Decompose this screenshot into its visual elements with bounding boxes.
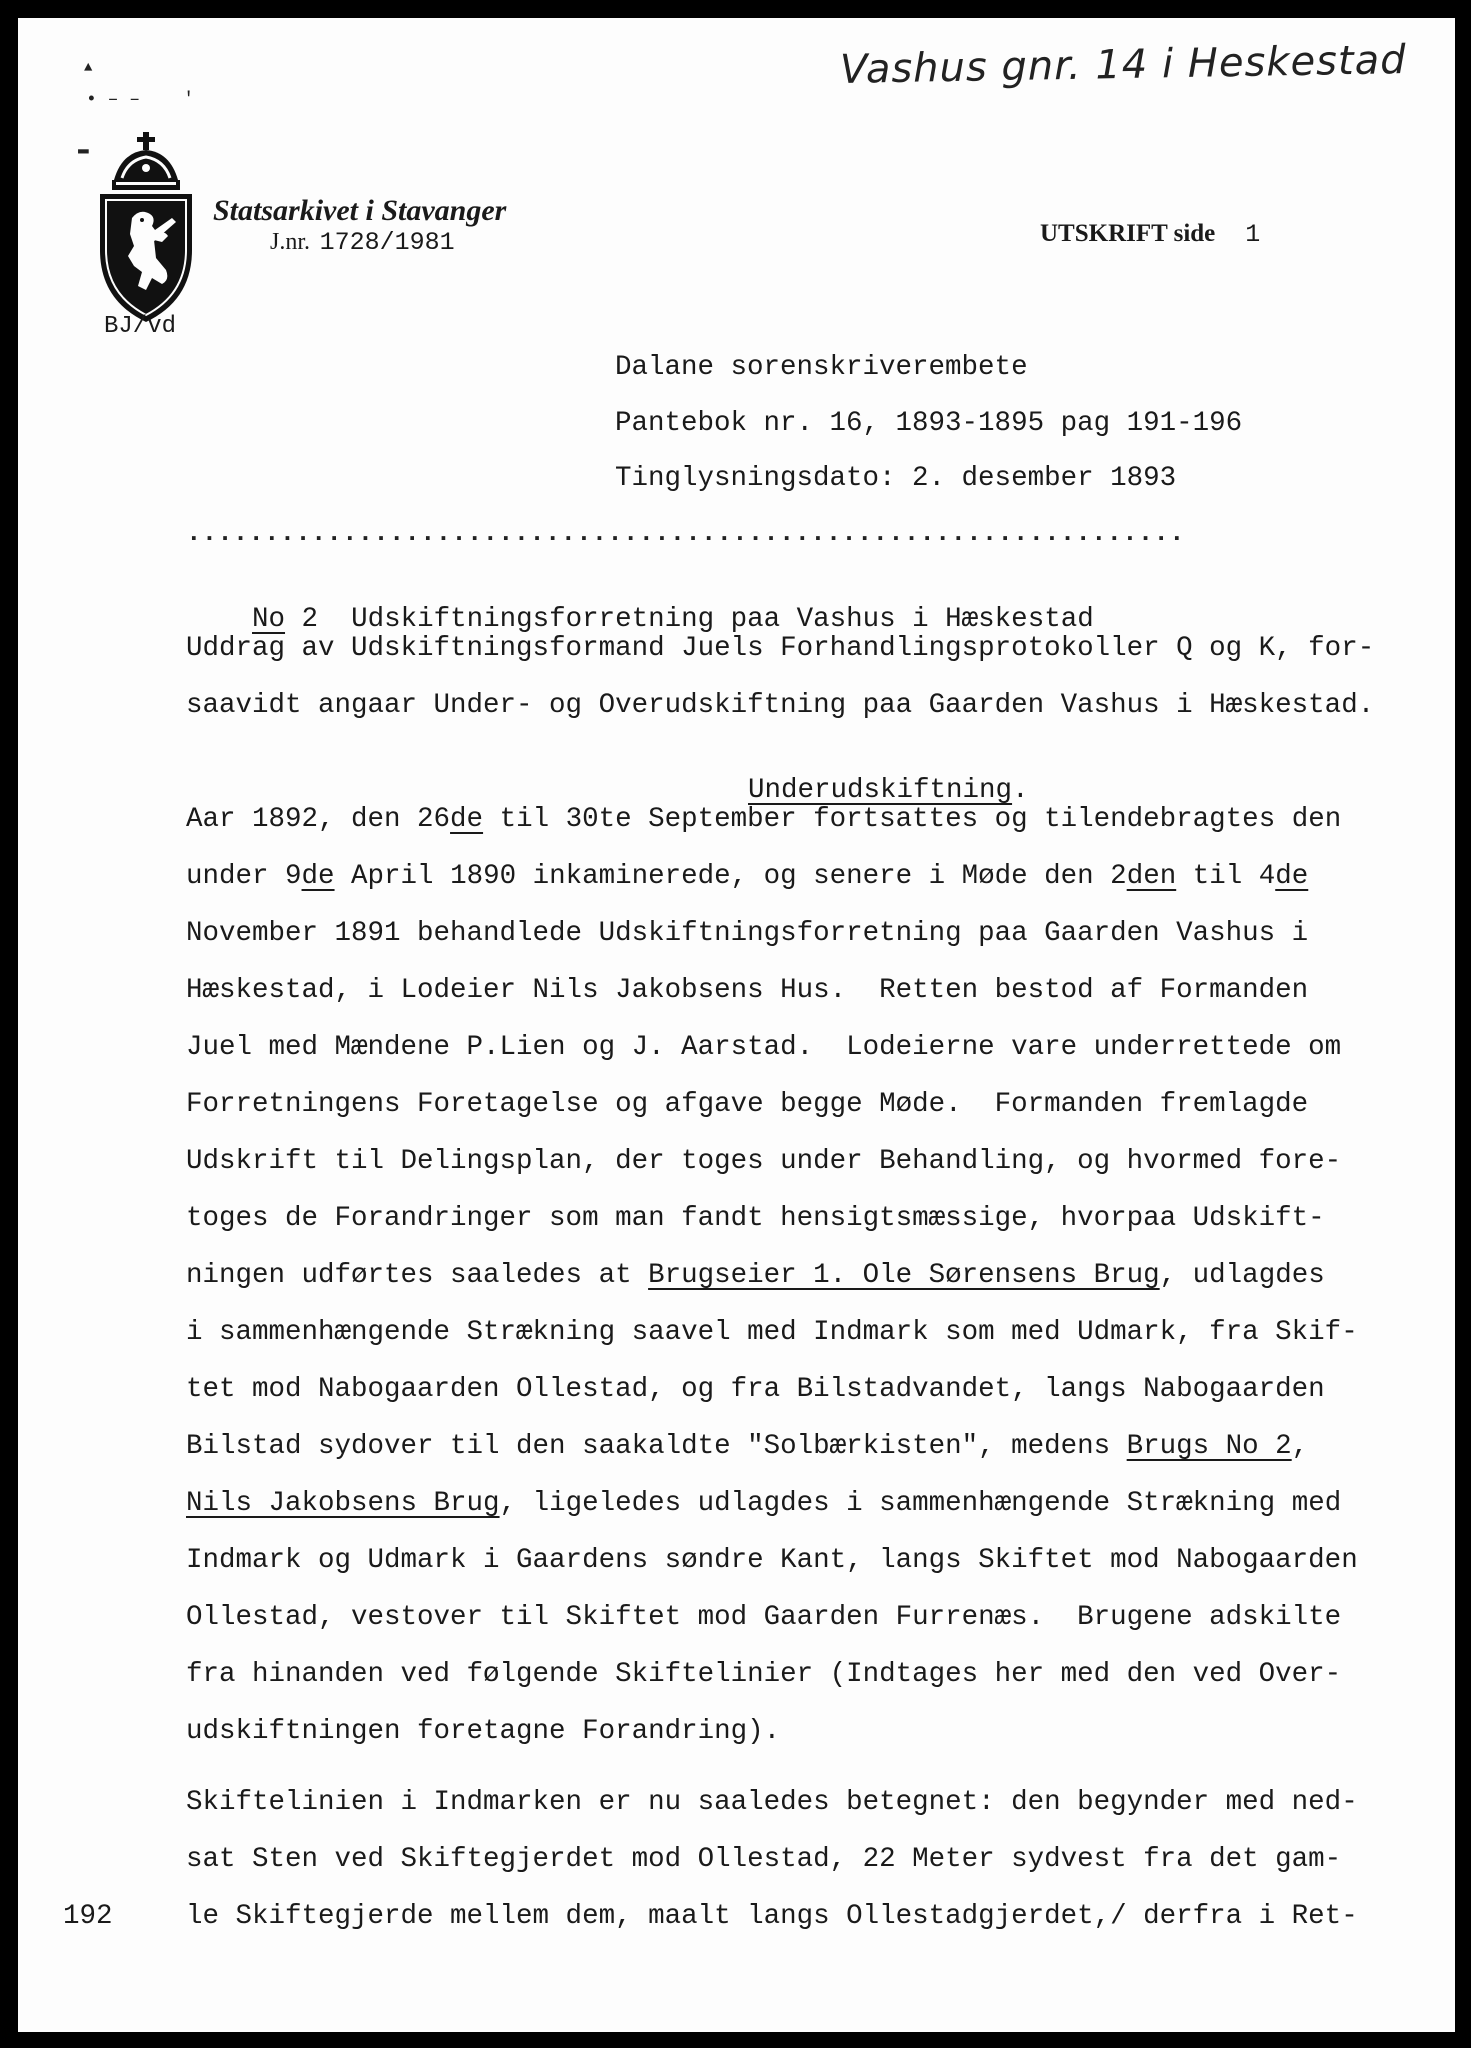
text-run: Aar 1892, den 26 bbox=[186, 804, 451, 835]
office-name: Dalane sorenskriverembete bbox=[615, 352, 1028, 383]
entry-line-2: saavidt angaar Under- og Overudskiftning paa Gaarden Vashus i Hæskestad. bbox=[186, 690, 1375, 721]
paragraph-line: Hæskestad, i Lodeier Nils Jakobsens Hus. Retten bestod af Formanden bbox=[186, 975, 1309, 1006]
text-run: , bbox=[1291, 1431, 1309, 1462]
text-run: Brugs No 2 bbox=[1126, 1431, 1292, 1462]
margin-page-number: 192 bbox=[63, 1901, 113, 1932]
utskrift-text: UTSKRIFT side bbox=[1040, 220, 1216, 247]
text-run: Nils Jakobsens Brug bbox=[186, 1488, 500, 1519]
text-run: Bilstad sydover til den saakaldte "Solbærkisten", medens bbox=[186, 1431, 1127, 1462]
paragraph-line: toges de Forandringer som man fandt hensigtsmæssige, hvorpaa Udskift- bbox=[186, 1203, 1325, 1234]
paragraph-line: i sammenhængende Strækning saavel med Indmark som med Udmark, fra Skif- bbox=[186, 1317, 1358, 1348]
utskrift-label bbox=[1040, 220, 1260, 249]
scan-mark: • – – ' bbox=[86, 90, 195, 110]
pantebok-reference: Pantebok nr. 16, 1893-1895 pag 191-196 bbox=[615, 408, 1243, 439]
paragraph-line: Juel med Mændene P.Lien og J. Aarstad. Lodeierne vare underrettede om bbox=[186, 1032, 1342, 1063]
journal-number bbox=[270, 228, 455, 257]
scan-mark: ▲ bbox=[84, 60, 93, 76]
section-heading-text: Underudskiftning bbox=[748, 774, 1013, 806]
paragraph-line: Forretningens Foretagelse og afgave begge Møde. Formanden fremlagde bbox=[186, 1089, 1309, 1120]
tinglysning-date: Tinglysningsdato: 2. desember 1893 bbox=[615, 463, 1177, 494]
text-run: den bbox=[1126, 861, 1177, 892]
paragraph-line bbox=[186, 1262, 1325, 1290]
paragraph-line: sat Sten ved Skiftegjerdet mod Ollestad, 22 Meter sydvest fra det gam- bbox=[186, 1844, 1342, 1875]
text-run: April 1890 inkaminerede, og senere i Møde den 2 bbox=[334, 861, 1127, 892]
paragraph-line: November 1891 behandlede Udskiftningsforretning paa Gaarden Vashus i bbox=[186, 918, 1309, 949]
text-run: Brugseier 1. Ole Sørensens Brug bbox=[648, 1260, 1160, 1291]
paragraph-line: Udskrift til Delingsplan, der toges under Behandling, og hvormed fore- bbox=[186, 1146, 1342, 1177]
entry-title: Udskiftningsforretning paa Vashus i Hæskestad bbox=[351, 603, 1094, 635]
handwritten-note: Vashus gnr. 14 i Heskestad bbox=[839, 37, 1407, 93]
journal-value: 1728/1981 bbox=[319, 228, 455, 257]
paragraph-line: Skiftelinien i Indmarken er nu saaledes betegnet: den begynder med ned- bbox=[186, 1787, 1358, 1818]
entry-no-label: No bbox=[252, 603, 286, 635]
dotted-separator: ................................................................ bbox=[186, 518, 1185, 548]
text-run: de bbox=[450, 804, 484, 835]
text-run: de bbox=[301, 861, 335, 892]
entry-line-1: Uddrag av Udskiftningsformand Juels Forhandlingsprotokoller Q og K, for- bbox=[186, 633, 1375, 664]
paragraph-line: Indmark og Udmark i Gaardens søndre Kant, langs Skiftet mod Nabogaarden bbox=[186, 1545, 1358, 1576]
paragraph-line: Ollestad, vestover til Skiftet mod Gaarden Furrenæs. Brugene adskilte bbox=[186, 1602, 1342, 1633]
document-page bbox=[18, 18, 1455, 2032]
section-heading-end: . bbox=[1012, 774, 1029, 806]
paragraph-line: tet mod Nabogaarden Ollestad, og fra Bilstadvandet, langs Nabogaarden bbox=[186, 1374, 1325, 1405]
initials: BJ/vd bbox=[104, 313, 177, 340]
archive-name: Statsarkivet i Stavanger bbox=[213, 194, 507, 227]
text-run: til 4 bbox=[1176, 861, 1276, 892]
text-run: til 30te September fortsattes og tilendebragtes den bbox=[483, 804, 1342, 835]
page-number: 1 bbox=[1245, 220, 1261, 249]
paragraph-line bbox=[186, 806, 1341, 834]
paragraph-line: udskiftningen foretagne Forandring). bbox=[186, 1716, 781, 1747]
text-run: , udlagdes bbox=[1159, 1260, 1325, 1291]
paragraph-line: le Skiftegjerde mellem dem, maalt langs Ollestadgjerdet,/ derfra i Ret- bbox=[186, 1901, 1358, 1932]
paragraph-line bbox=[186, 863, 1308, 891]
scan-mark: ▬ bbox=[78, 140, 89, 160]
text-run: ningen udførtes saaledes at bbox=[186, 1260, 649, 1291]
entry-no-value: 2 bbox=[301, 603, 319, 635]
paragraph-line bbox=[186, 1433, 1308, 1461]
coat-of-arms-icon bbox=[92, 130, 200, 326]
text-run: under 9 bbox=[186, 861, 302, 892]
paragraph-line bbox=[186, 1490, 1341, 1518]
text-run: de bbox=[1275, 861, 1309, 892]
paragraph-line: fra hinanden ved følgende Skiftelinier (Indtages her med den ved Over- bbox=[186, 1659, 1342, 1690]
text-run: , ligeledes udlagdes i sammenhængende Strækning med bbox=[499, 1488, 1342, 1519]
journal-prefix: J.nr. bbox=[270, 229, 311, 255]
